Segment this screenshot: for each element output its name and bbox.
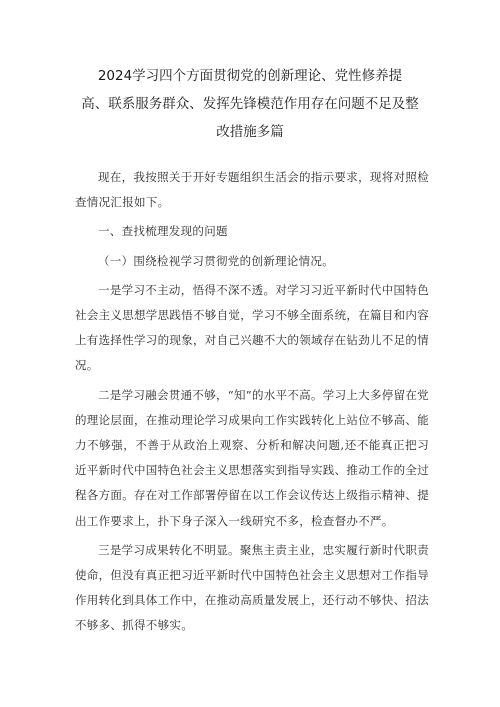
- body-paragraph: 一是学习不主动，悟得不深不透。对学习习近平新时代中国特色社会主义思想学思践悟不够自觉，学习不够全面系统，在篇目和内容上有选择性学习的现象，对自己兴趣不大的领域存在钻劲儿不足的情况。: [75, 282, 429, 373]
- intro-paragraph: 现在，我按照关于开好专题组织生活会的指示要求，现将对照检查情况汇报如下。: [75, 170, 429, 210]
- body-paragraph: 二是学习融会贯通不够，“知”的水平不高。学习上大多停留在党的理论层面，在推动理论学习成果向工作实践转化上站位不够高、能力不够强，不善于从政治上观察、分析和解决问题,还不能真正把习近平新时代中国特色社会主义思想落实到指导实践、推动工作的全过程各方面。存在对工作部署停留在以工作会议传达上级指示精神、提出工作要求上，扑下身子深入一线研究不多，检查督办不严。: [75, 387, 429, 528]
- section-heading: 一、查找梳理发现的问题: [98, 224, 228, 239]
- title-line-3: 改措施多篇: [216, 124, 284, 140]
- document-body: [75, 165, 429, 643]
- body-paragraph: 三是学习成果转化不明显。聚焦主责主业，忠实履行新时代职责使命，但没有真正把习近平新时代中国特色社会主义思想对工作指导作用转化到具体工作中，在推动高质量发展上，还行动不够快、招法不够多、抓得不够实。: [75, 542, 429, 633]
- subsection-heading: （一）围绕检视学习贯彻党的创新理论情况。: [98, 253, 334, 268]
- title-line-2: 高、联系服务群众、发挥先锋模范作用存在问题不足及整: [81, 96, 419, 112]
- title-line-1: 2024学习四个方面贯彻党的创新理论、党性修养提: [97, 68, 403, 84]
- document-title: [60, 62, 440, 146]
